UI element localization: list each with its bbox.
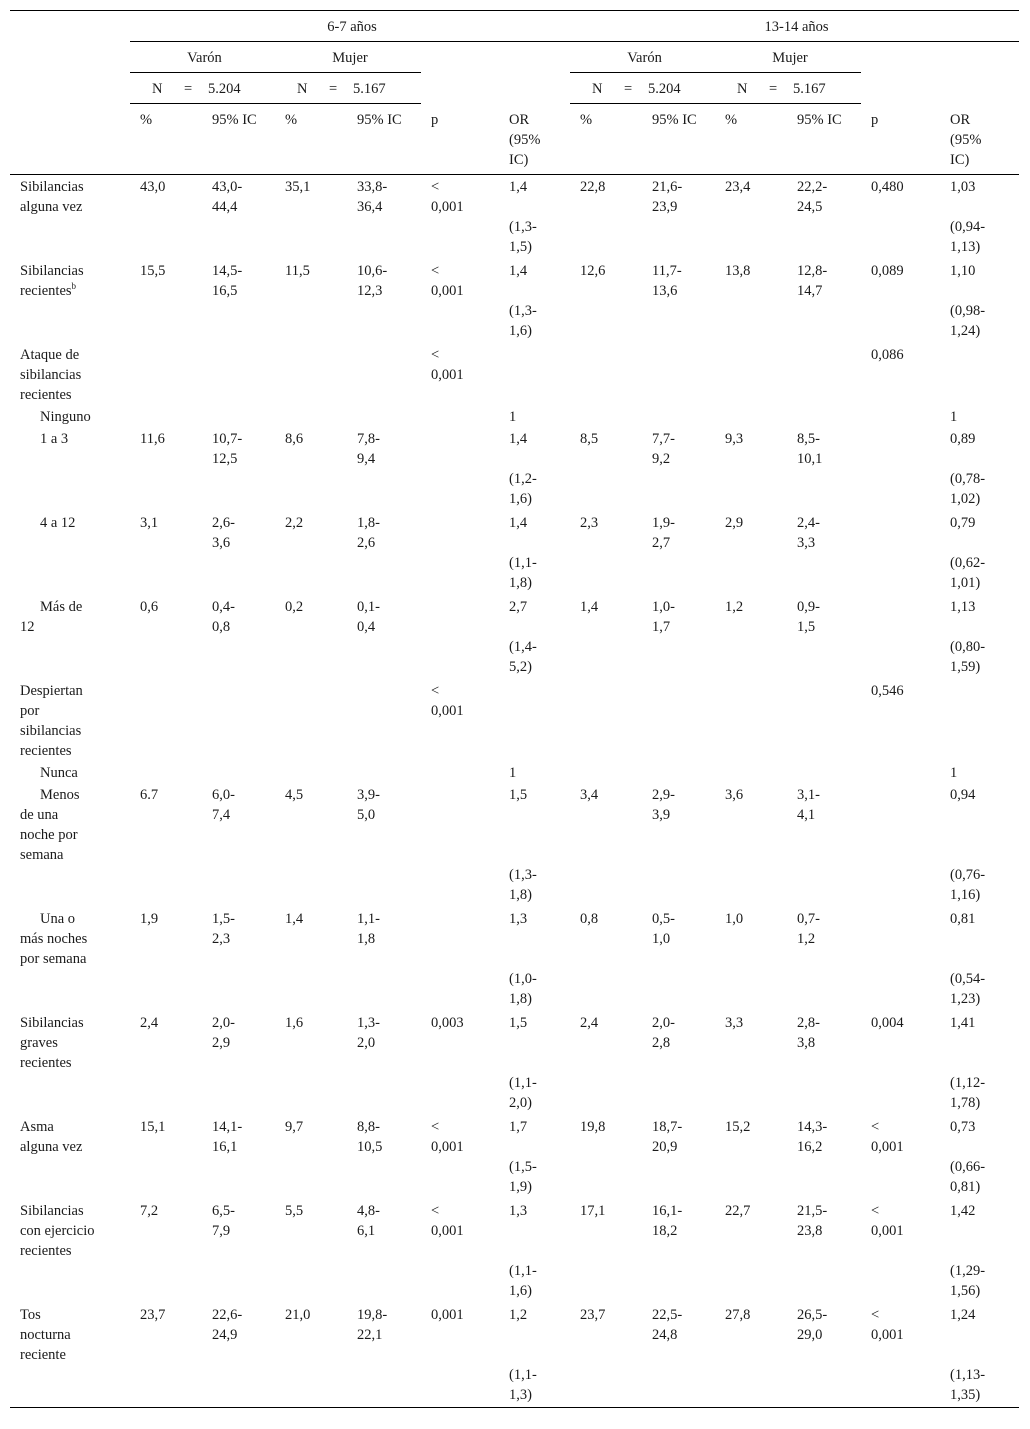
age-group-6-7: 6-7 años — [130, 11, 570, 42]
female-header: Mujer — [715, 42, 861, 73]
col-pct: % — [570, 104, 642, 175]
cell: 3,3 — [725, 1014, 744, 1031]
cell: 14,3- 16,2 — [797, 1118, 828, 1155]
cell: < 0,001 — [431, 1202, 464, 1239]
cell: (1,12- 1,78) — [950, 1074, 986, 1111]
cell: 1,9 — [140, 910, 159, 927]
table-row — [10, 1115, 1019, 1157]
row-label: Tos nocturna reciente — [20, 1306, 71, 1363]
cell: (0,78- 1,02) — [950, 470, 986, 507]
cell: 10,7- 12,5 — [212, 430, 243, 467]
cell: 21,0 — [285, 1306, 311, 1323]
cell: 8,5 — [580, 430, 599, 447]
header-age-row — [10, 11, 1019, 42]
cell: 1,42 — [950, 1202, 976, 1219]
cell: 1,5 — [509, 1014, 528, 1031]
cell: 7,7- 9,2 — [652, 430, 675, 467]
cell: 4,5 — [285, 786, 304, 803]
cell: 1,4 — [509, 178, 528, 195]
table-row — [10, 405, 1019, 427]
cell: (1,1- 1,6) — [509, 1262, 537, 1299]
prevalence-table — [10, 10, 1019, 1408]
cell: 33,8- 36,4 — [357, 178, 388, 215]
cell: 1,3- 2,0 — [357, 1014, 380, 1051]
cell: 11,6 — [140, 430, 165, 447]
cell: 8,5- 10,1 — [797, 430, 823, 467]
cell: (1,1- 2,0) — [509, 1074, 537, 1111]
col-pct: % — [130, 104, 202, 175]
cell: < 0,001 — [431, 178, 464, 215]
cell: 5,5 — [285, 1202, 304, 1219]
cell: 1,1- 1,8 — [357, 910, 380, 947]
header-n-row — [10, 73, 1019, 104]
cell: 0,4- 0,8 — [212, 598, 235, 635]
cell: 0,73 — [950, 1118, 976, 1135]
cell: 8,8- 10,5 — [357, 1118, 383, 1155]
col-ci: 95% IC — [202, 104, 275, 175]
row-label: Sibilancias graves recientes — [20, 1014, 84, 1071]
cell: 4,8- 6,1 — [357, 1202, 380, 1239]
row-label: Una o más noches por semana — [20, 910, 88, 967]
table-row — [10, 343, 1019, 405]
cell: 12,8- 14,7 — [797, 262, 828, 299]
cell: 1,4 — [509, 430, 528, 447]
row-label: Ninguno — [40, 408, 91, 425]
cell: 2,2 — [285, 514, 304, 531]
table-row — [10, 1157, 1019, 1199]
cell: 1,41 — [950, 1014, 976, 1031]
cell: 2,9 — [725, 514, 744, 531]
cell: 21,6- 23,9 — [652, 178, 683, 215]
cell: 6,5- 7,9 — [212, 1202, 235, 1239]
table-row — [10, 1365, 1019, 1408]
cell: 15,2 — [725, 1118, 751, 1135]
cell: 0,9- 1,5 — [797, 598, 820, 635]
cell: (0,98- 1,24) — [950, 302, 986, 339]
n-female: N = 5.167 — [715, 73, 861, 104]
cell: 3,6 — [725, 786, 744, 803]
cell: 2,6- 3,6 — [212, 514, 235, 551]
cell: 1,10 — [950, 262, 976, 279]
col-ci: 95% IC — [347, 104, 421, 175]
cell: 22,8 — [580, 178, 606, 195]
table-row — [10, 907, 1019, 969]
cell: 9,3 — [725, 430, 744, 447]
cell: 9,7 — [285, 1118, 304, 1135]
cell: 17,1 — [580, 1202, 606, 1219]
row-label: Ataque de sibilancias recientes — [20, 346, 82, 403]
cell: 1,4 — [509, 262, 528, 279]
cell: 0,2 — [285, 598, 304, 615]
cell: (1,1- 1,8) — [509, 554, 537, 591]
male-header: Varón — [570, 42, 715, 73]
table-row — [10, 595, 1019, 637]
male-header: Varón — [130, 42, 275, 73]
row-label: Más de 12 — [20, 598, 83, 635]
cell: 2,8- 3,8 — [797, 1014, 820, 1051]
cell: 11,7- 13,6 — [652, 262, 682, 299]
cell: 16,1- 18,2 — [652, 1202, 683, 1239]
cell: 19,8- 22,1 — [357, 1306, 388, 1343]
cell: 1,24 — [950, 1306, 976, 1323]
cell: (1,2- 1,6) — [509, 470, 537, 507]
cell: (1,5- 1,9) — [509, 1158, 537, 1195]
cell: 2,7 — [509, 598, 528, 615]
table-row — [10, 259, 1019, 301]
cell: 15,1 — [140, 1118, 166, 1135]
table-row — [10, 174, 1019, 217]
table-row — [10, 553, 1019, 595]
cell: < 0,001 — [431, 346, 464, 383]
cell: (1,1- 1,3) — [499, 1365, 570, 1408]
cell: 2,4 — [140, 1014, 159, 1031]
cell: 1,3 — [509, 1202, 528, 1219]
cell: < 0,001 — [431, 682, 464, 719]
cell: 11,5 — [285, 262, 310, 279]
cell: 1 — [950, 764, 958, 781]
cell: (0,94- 1,13) — [950, 218, 986, 255]
cell: 1,2 — [509, 1306, 528, 1323]
table-row — [10, 969, 1019, 1011]
cell: 1 — [950, 408, 958, 425]
cell: 0,003 — [431, 1014, 464, 1031]
cell: < 0,001 — [871, 1202, 904, 1239]
cell: 21,5- 23,8 — [797, 1202, 828, 1239]
cell: 0,79 — [950, 514, 976, 531]
cell: 1,5 — [509, 786, 528, 803]
cell: 3,1- 4,1 — [797, 786, 820, 823]
cell: 7,8- 9,4 — [357, 430, 380, 467]
cell: 0,004 — [871, 1014, 904, 1031]
table-row — [10, 427, 1019, 469]
col-pct: % — [275, 104, 347, 175]
cell: 2,0- 2,8 — [652, 1014, 675, 1051]
cell: 3,4 — [580, 786, 599, 803]
cell: 1,13 — [950, 598, 976, 615]
row-label: 1 a 3 — [40, 430, 69, 447]
n-male: N = 5.204 — [570, 73, 715, 104]
cell: (1,3- 1,6) — [509, 302, 537, 339]
cell: 35,1 — [285, 178, 311, 195]
cell: < 0,001 — [871, 1306, 904, 1343]
cell: 6.7 — [140, 786, 159, 803]
row-label: Asma alguna vez — [20, 1118, 83, 1155]
col-or: OR (95% IC) — [940, 104, 1019, 175]
cell: (0,76- 1,16) — [950, 866, 986, 903]
col-p: p — [861, 104, 940, 175]
cell: 0,5- 1,0 — [652, 910, 675, 947]
table-row — [10, 865, 1019, 907]
n-male: N = 5.204 — [130, 73, 275, 104]
table-row — [10, 301, 1019, 343]
cell: 26,5- 29,0 — [797, 1306, 828, 1343]
cell: 1,4 — [580, 598, 599, 615]
cell: 1,0 — [725, 910, 744, 927]
cell: 2,0- 2,9 — [212, 1014, 235, 1051]
cell: 0,480 — [871, 178, 904, 195]
cell: (1,29- 1,56) — [950, 1262, 986, 1299]
cell: 1,4 — [509, 514, 528, 531]
cell: 0,94 — [950, 786, 976, 803]
cell: 0,001 — [431, 1306, 464, 1323]
table-row — [10, 761, 1019, 783]
table-row — [10, 1199, 1019, 1261]
cell: 22,5- 24,8 — [652, 1306, 683, 1343]
table-row — [10, 783, 1019, 865]
cell: 1,9- 2,7 — [652, 514, 675, 551]
cell: 43,0 — [140, 178, 166, 195]
row-label: Menos de una noche por semana — [20, 786, 80, 863]
header-columns-row — [10, 104, 1019, 175]
cell: 22,6- 24,9 — [212, 1306, 243, 1343]
cell: 22,2- 24,5 — [797, 178, 828, 215]
cell: 3,1 — [140, 514, 159, 531]
table-row — [10, 1073, 1019, 1115]
age-group-13-14: 13-14 años — [570, 11, 1019, 42]
cell: (1,3- 1,5) — [509, 218, 537, 255]
cell: 43,0- 44,4 — [212, 178, 243, 215]
cell: 0,086 — [871, 346, 904, 363]
cell: < 0,001 — [431, 1118, 464, 1155]
cell: 0,6 — [140, 598, 159, 615]
cell: 0,89 — [950, 430, 976, 447]
cell: 1,2 — [725, 598, 744, 615]
cell: (1,4- 5,2) — [509, 638, 537, 675]
cell: 7,2 — [140, 1202, 159, 1219]
cell: 19,8 — [580, 1118, 606, 1135]
female-header: Mujer — [275, 42, 421, 73]
table-row — [10, 1261, 1019, 1303]
cell: 23,7 — [580, 1306, 606, 1323]
cell: 1 — [509, 764, 517, 781]
table-row — [10, 469, 1019, 511]
cell: (0,54- 1,23) — [950, 970, 986, 1007]
cell: (1,13- 1,35) — [940, 1365, 1019, 1408]
col-ci: 95% IC — [787, 104, 861, 175]
cell: (0,66- 0,81) — [950, 1158, 986, 1195]
cell: 0,81 — [950, 910, 976, 927]
table-row — [10, 217, 1019, 259]
col-or: OR (95% IC) — [499, 104, 570, 175]
cell: (1,0- 1,8) — [509, 970, 537, 1007]
cell: 0,1- 0,4 — [357, 598, 380, 635]
cell: 1,03 — [950, 178, 976, 195]
cell: 10,6- 12,3 — [357, 262, 388, 299]
cell: 23,4 — [725, 178, 751, 195]
cell: 14,5- 16,5 — [212, 262, 243, 299]
row-label: Sibilancias alguna vez — [20, 178, 84, 215]
cell: 0,546 — [871, 682, 904, 699]
row-label: Despiertan por sibilancias recientes — [20, 682, 83, 759]
cell: 2,9- 3,9 — [652, 786, 675, 823]
cell: 23,7 — [140, 1306, 166, 1323]
cell: 0,8 — [580, 910, 599, 927]
cell: 0,7- 1,2 — [797, 910, 820, 947]
cell: 1,3 — [509, 910, 528, 927]
row-label: Nunca — [40, 764, 78, 781]
col-ci: 95% IC — [642, 104, 715, 175]
cell: (0,80- 1,59) — [950, 638, 986, 675]
row-label: 4 a 12 — [40, 514, 76, 531]
cell: 1,5- 2,3 — [212, 910, 235, 947]
cell: < 0,001 — [431, 262, 464, 299]
col-p: p — [421, 104, 499, 175]
cell: 2,4 — [580, 1014, 599, 1031]
cell: 18,7- 20,9 — [652, 1118, 683, 1155]
cell: (0,62- 1,01) — [950, 554, 986, 591]
row-label: Sibilancias con ejercicio recientes — [20, 1202, 95, 1259]
table-row — [10, 1011, 1019, 1073]
header-sex-row — [10, 42, 1019, 73]
cell: 15,5 — [140, 262, 166, 279]
cell: 2,4- 3,3 — [797, 514, 820, 551]
cell: 2,3 — [580, 514, 599, 531]
cell: 27,8 — [725, 1306, 751, 1323]
cell: 22,7 — [725, 1202, 751, 1219]
cell: < 0,001 — [871, 1118, 904, 1155]
cell: 1,8- 2,6 — [357, 514, 380, 551]
cell: 1,7 — [509, 1118, 528, 1135]
row-label: Sibilancias recientes$^b$ — [20, 262, 84, 299]
cell: 6,0- 7,4 — [212, 786, 235, 823]
cell: 1,0- 1,7 — [652, 598, 675, 635]
table-row — [10, 1303, 1019, 1365]
n-female: N = 5.167 — [275, 73, 421, 104]
col-pct: % — [715, 104, 787, 175]
table-row — [10, 637, 1019, 679]
cell: 14,1- 16,1 — [212, 1118, 243, 1155]
cell: 1,4 — [285, 910, 304, 927]
cell: 1,6 — [285, 1014, 304, 1031]
cell: 13,8 — [725, 262, 751, 279]
cell: 12,6 — [580, 262, 606, 279]
table-row — [10, 511, 1019, 553]
cell: 3,9- 5,0 — [357, 786, 380, 823]
cell: 0,089 — [871, 262, 904, 279]
cell: 8,6 — [285, 430, 304, 447]
cell: (1,3- 1,8) — [509, 866, 537, 903]
cell: 1 — [509, 408, 517, 425]
table-row — [10, 679, 1019, 761]
